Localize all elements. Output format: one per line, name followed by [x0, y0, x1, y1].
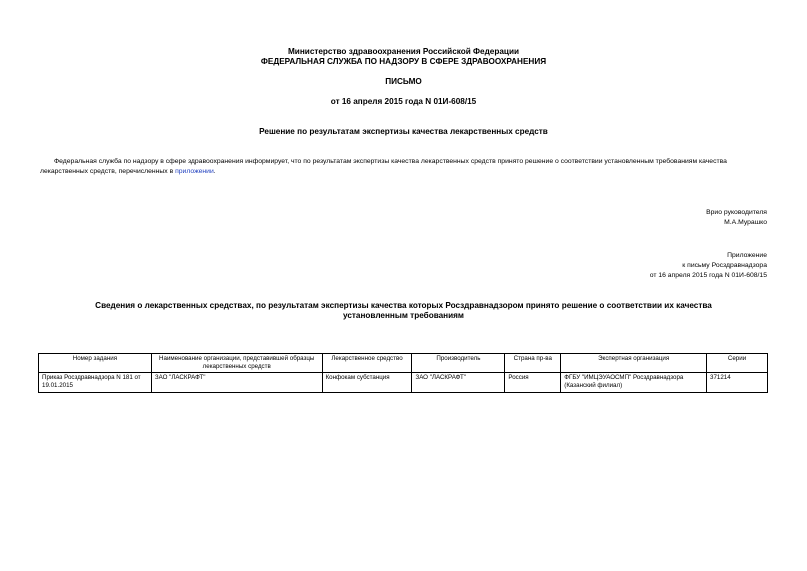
header-task-number: Номер задания [39, 354, 152, 373]
cell-country: Россия [505, 373, 561, 393]
signature-position: Врио руководителя [706, 209, 767, 216]
header-medicine: Лекарственное средство [322, 354, 412, 373]
document-date-number: от 16 апреля 2015 года N 01И-608/15 [330, 97, 477, 106]
ministry-name: Министерство здравоохранения Российской Федерации [287, 47, 520, 56]
header-organization: Наименование организации, представившей образцы лекарственных средств [151, 354, 322, 373]
cell-series: 371214 [707, 373, 768, 393]
body-text-end: . [213, 168, 216, 175]
appendix-label: Приложение [727, 252, 767, 259]
cell-organization: ЗАО "ЛАСКРАФТ" [151, 373, 322, 393]
signature-name: М.А.Мурашко [724, 219, 767, 226]
header-manufacturer: Производитель [412, 354, 505, 373]
table-header-row [39, 354, 768, 373]
appendix-date-number: от 16 апреля 2015 года N 01И-608/15 [649, 272, 767, 279]
body-paragraph [40, 157, 768, 177]
cell-expert-organization: ФГБУ "ИМЦЭУАОСМП" Росздравнадзора (Казанский филиал) [561, 373, 707, 393]
cell-manufacturer: ЗАО "ЛАСКРАФТ" [412, 373, 505, 393]
medicines-table [38, 353, 768, 393]
appendix-link[interactable]: приложении [175, 168, 214, 175]
header-series: Серии [707, 354, 768, 373]
header-country: Страна пр-ва [505, 354, 561, 373]
table-row [39, 373, 768, 393]
document-type: ПИСЬМО [385, 77, 422, 86]
body-text: Федеральная служба по надзору в сфере здравоохранения информирует, что по результатам экспертизы качества лекарственных средств принято решение о соответствии установленным требованиям качества лекарственных средств, перечисленных в [40, 158, 727, 175]
header-expert-organization: Экспертная организация [561, 354, 707, 373]
cell-task-number: Приказ Росздравнадзора N 181 от 19.01.2015 [39, 373, 152, 393]
document-subject: Решение по результатам экспертизы качества лекарственных средств [259, 127, 548, 136]
appendix-reference: к письму Росздравнадзора [682, 262, 767, 269]
appendix-title: Сведения о лекарственных средствах, по результатам экспертизы качества которых Росздравнадзором принято решение о соответствии их качества установленным требованиям [95, 301, 712, 320]
cell-medicine: Конфокам субстанция [322, 373, 412, 393]
service-name: ФЕДЕРАЛЬНАЯ СЛУЖБА ПО НАДЗОРУ В СФЕРЕ ЗДРАВООХРАНЕНИЯ [260, 57, 547, 66]
